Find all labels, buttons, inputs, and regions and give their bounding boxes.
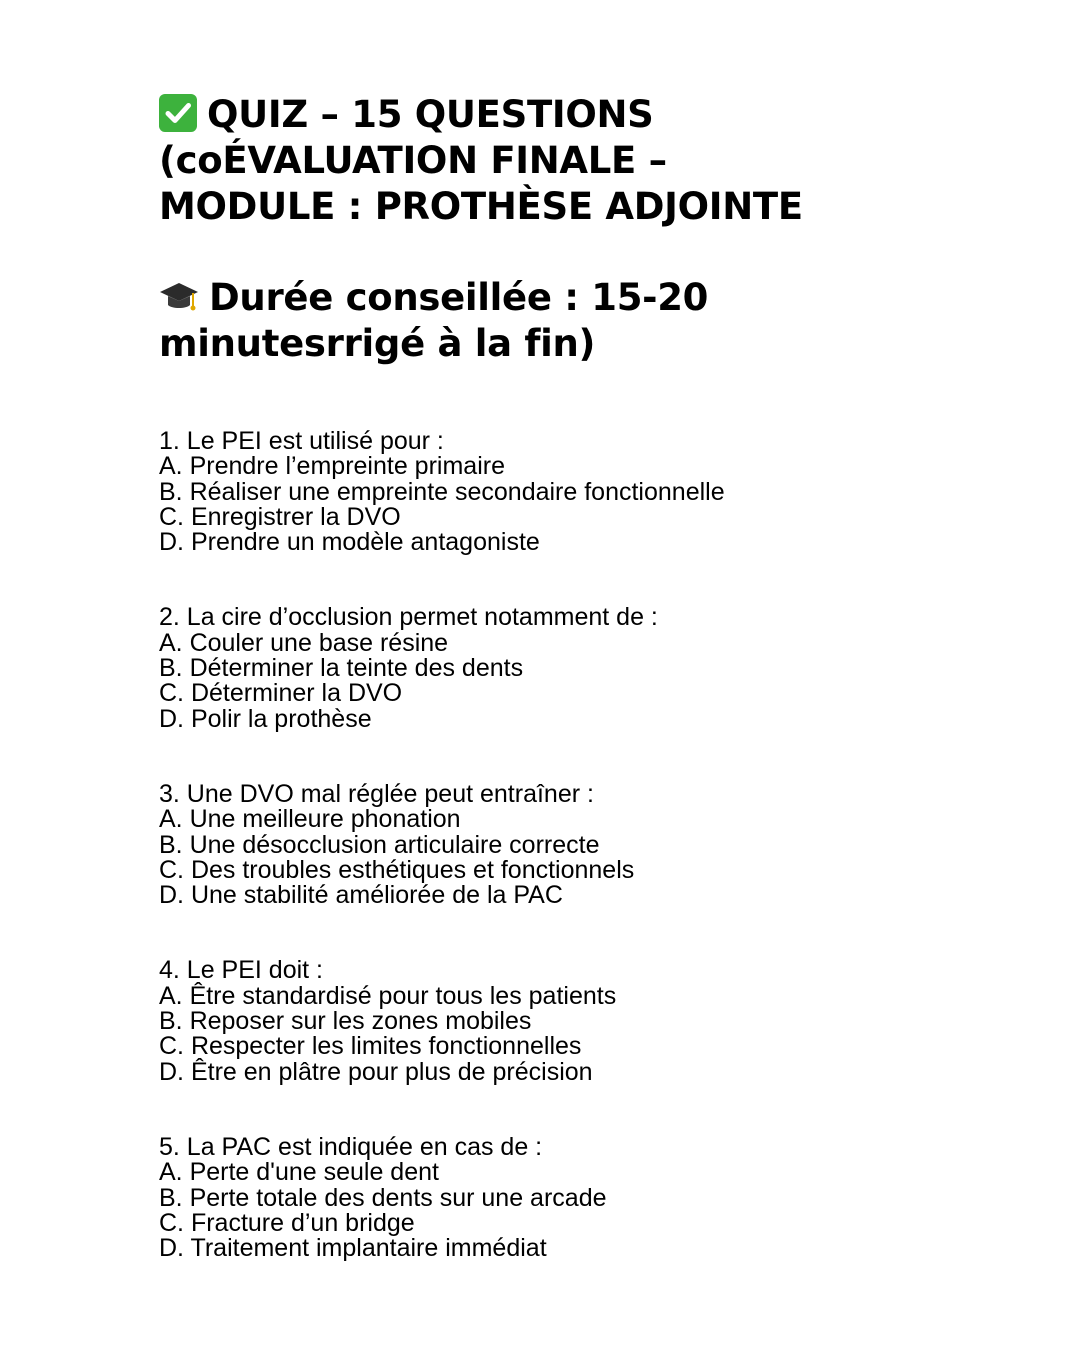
answer-option: A. Une meilleure phonation	[159, 805, 461, 834]
title-line-2: (coÉVALUATION FINALE –	[159, 139, 667, 182]
answer-option: A. Prendre l’empreinte primaire	[159, 452, 505, 481]
title-line-3: MODULE : PROTHÈSE ADJOINTE	[159, 185, 803, 228]
question-list	[159, 429, 959, 1261]
answer-option: D. Polir la prothèse	[159, 704, 372, 733]
answer-option: C. Fracture d’un bridge	[159, 1208, 415, 1237]
answer-option: A. Perte d'une seule dent	[159, 1158, 439, 1187]
duration-line-2: minutesrrigé à la fin)	[159, 322, 596, 365]
duration-heading	[159, 275, 959, 367]
question-prompt: 1. Le PEI est utilisé pour :	[159, 427, 444, 455]
title-line-1: QUIZ – 15 QUESTIONS	[159, 92, 959, 138]
question-prompt: 5. La PAC est indiquée en cas de :	[159, 1132, 543, 1161]
answer-option: C. Respecter les limites fonctionnelles	[159, 1032, 582, 1061]
duration-line-1: Durée conseillée : 15-20	[159, 275, 959, 321]
question-4	[159, 958, 959, 1084]
question-prompt: 3. Une DVO mal réglée peut entraîner :	[159, 779, 594, 808]
question-prompt: 2. La cire d’occlusion permet notamment de :	[159, 603, 658, 632]
question-3	[159, 779, 959, 910]
answer-option: B. Réaliser une empreinte secondaire fonctionnelle	[159, 477, 725, 506]
answer-option: A. Être standardisé pour tous les patients	[159, 981, 617, 1010]
answer-option: D. Une stabilité améliorée de la PAC	[159, 881, 563, 910]
question-5	[159, 1132, 959, 1263]
answer-option: C. Déterminer la DVO	[159, 679, 403, 708]
question-2	[159, 605, 959, 731]
answer-option: D. Traitement implantaire immédiat	[159, 1234, 547, 1263]
answer-option: B. Déterminer la teinte des dents	[159, 654, 524, 683]
answer-option: C. Enregistrer la DVO	[159, 502, 401, 531]
question-prompt: 4. Le PEI doit :	[159, 956, 323, 985]
answer-option: D. Être en plâtre pour plus de précision	[159, 1057, 593, 1086]
answer-option: B. Une désocclusion articulaire correcte	[159, 830, 600, 859]
check-mark-button-icon	[159, 94, 197, 132]
quiz-page	[159, 92, 959, 1311]
graduation-cap-icon	[159, 278, 199, 316]
answer-option: D. Prendre un modèle antagoniste	[159, 528, 540, 557]
answer-option: A. Couler une base résine	[159, 628, 449, 657]
answer-option: B. Perte totale des dents sur une arcade	[159, 1183, 607, 1212]
answer-option: C. Des troubles esthétiques et fonctionnels	[159, 855, 635, 884]
question-1	[159, 429, 959, 555]
answer-option: B. Reposer sur les zones mobiles	[159, 1007, 532, 1036]
quiz-title	[159, 92, 959, 230]
